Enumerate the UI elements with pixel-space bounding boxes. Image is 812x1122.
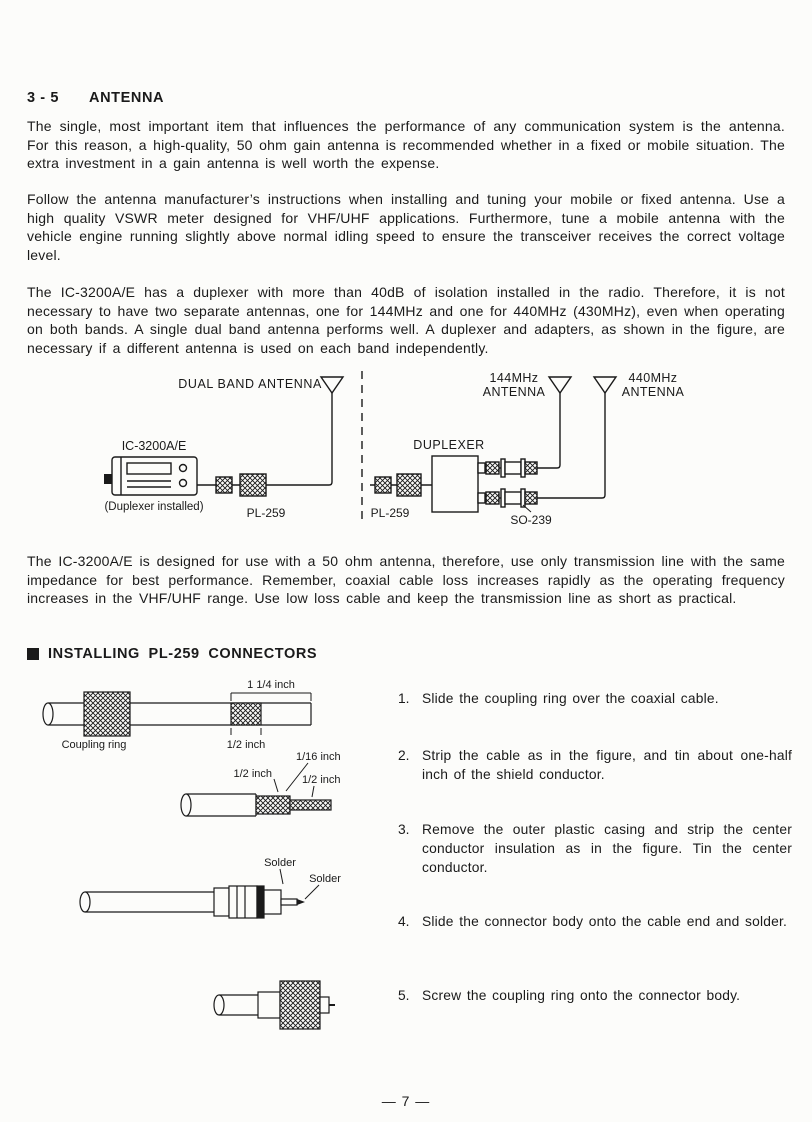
antenna-system-diagram (0, 368, 812, 553)
installation-step-2 (398, 746, 792, 784)
step-text: Screw the coupling ring onto the connector body. (422, 988, 741, 1003)
figure-step3-solder-connector (80, 869, 319, 918)
so239-label: SO-239 (510, 513, 552, 527)
antenna-144-label-line2: ANTENNA (482, 385, 546, 399)
coupling-ring-label: Coupling ring (61, 739, 127, 751)
installation-step-4 (398, 912, 792, 931)
installation-step-1 (398, 689, 792, 708)
step-text: Strip the cable as in the figure, and tin about one-half inch of the shield conductor. (422, 748, 792, 782)
figure-step1-coupling-ring (43, 692, 311, 736)
pl259-connector-right (375, 474, 421, 496)
installation-step-5 (398, 986, 792, 1005)
duplexer-installed-label: (Duplexer installed) (104, 501, 204, 513)
paragraph-transmission-line: The IC-3200A/E is designed for use with a 50 ohm antenna, therefore, use only transmission line with the same impedance for best performance. Remember, coaxial cable loss increases rapidly as the operating frequency increases in the VHF/UHF range. Use low loss cable and keep the transmission line as short as practical. (27, 553, 785, 607)
dim-1-2-inch-label-c: 1/2 inch (302, 774, 341, 786)
paragraph-duplexer-info: The IC-3200A/E has a duplexer with more than 40dB of isolation installed in the radio. Therefore, it is not necessary to have two separate antennas, one for 144MHz and one for 440MHz (430MHz), even when operating on both bands. A single dual band antenna performs well. A duplexer and adapters, as shown in the figure, are necessary if a different antenna is used on each band independently. (27, 284, 785, 356)
section-heading (27, 90, 164, 106)
antenna-440-icon (594, 377, 616, 393)
feedline-144 (537, 393, 560, 468)
installing-heading-text: INSTALLING PL-259 CONNECTORS (48, 646, 318, 662)
radio-label: IC-3200A/E (121, 439, 187, 453)
dual-band-antenna-label: DUAL BAND ANTENNA (178, 377, 322, 391)
step-text: Remove the outer plastic casing and strip the center conductor insulation as in the figure. Tin the center conductor. (422, 822, 792, 875)
pl259-connector-left (216, 474, 266, 496)
duplexer-drawing (432, 456, 485, 512)
installing-heading (27, 646, 317, 662)
step-number: 5. (398, 988, 410, 1003)
pl259-installation-figures (28, 678, 398, 1048)
dim-1-2-inch-label-b: 1/2 inch (233, 768, 272, 780)
step-number: 1. (398, 691, 410, 706)
step-number: 3. (398, 822, 410, 837)
figure-step5-assembled-connector (214, 981, 335, 1029)
so239-adapter-top (486, 459, 537, 477)
dim-1-1-4-inch-label: 1 1/4 inch (247, 679, 295, 691)
so239-leader-line (523, 505, 531, 512)
step-text: Slide the connector body onto the cable end and solder. (422, 914, 788, 929)
antenna-144-icon (549, 377, 571, 393)
dual-band-feedline (197, 393, 332, 485)
installation-step-3 (398, 820, 792, 877)
duplexer-label: DUPLEXER (413, 438, 485, 452)
step-number: 2. (398, 748, 410, 763)
solder-label-1: Solder (264, 857, 296, 869)
dual-band-antenna-icon (321, 377, 343, 393)
radio-ic3200-drawing (104, 457, 197, 495)
feedline-440 (537, 393, 605, 498)
section-title: ANTENNA (89, 90, 165, 106)
dim-1-2-inch-label-a: 1/2 inch (226, 739, 266, 751)
solder-label-2: Solder (309, 873, 341, 885)
paragraph-antenna-intro: The single, most important item that influences the performance of any communication system is the antenna. For this reason, a high-quality, 50 ohm gain antenna is recommended whether in a fixed or mobile situation. The extra investment in a gain antenna is well worth the expense. (27, 118, 785, 172)
pl259-right-label: PL-259 (370, 506, 410, 520)
step-text: Slide the coupling ring over the coaxial cable. (422, 691, 719, 706)
antenna-144-label-line1: 144MHz (489, 371, 539, 385)
step-number: 4. (398, 914, 410, 929)
paragraph-installation-advice: Follow the antenna manufacturer’s instructions when installing and tuning your mobile or fixed antenna. Use a high quality VSWR meter designed for VHF/UHF applications. Furthermore, tune a mobile antenna with the vehicle engine running slightly above normal idling speed to ensure the transceiver receives the correct voltage level. (27, 191, 785, 263)
page-number: — 7 — (381, 1093, 431, 1109)
so239-adapter-bottom (486, 489, 537, 507)
antenna-440-label-line2: ANTENNA (621, 385, 685, 399)
antenna-440-label-line1: 440MHz (628, 371, 678, 385)
section-square-icon (27, 648, 39, 660)
dim-1-16-inch-label: 1/16 inch (296, 751, 341, 763)
pl259-left-label: PL-259 (246, 506, 286, 520)
section-number: 3 - 5 (27, 90, 60, 106)
